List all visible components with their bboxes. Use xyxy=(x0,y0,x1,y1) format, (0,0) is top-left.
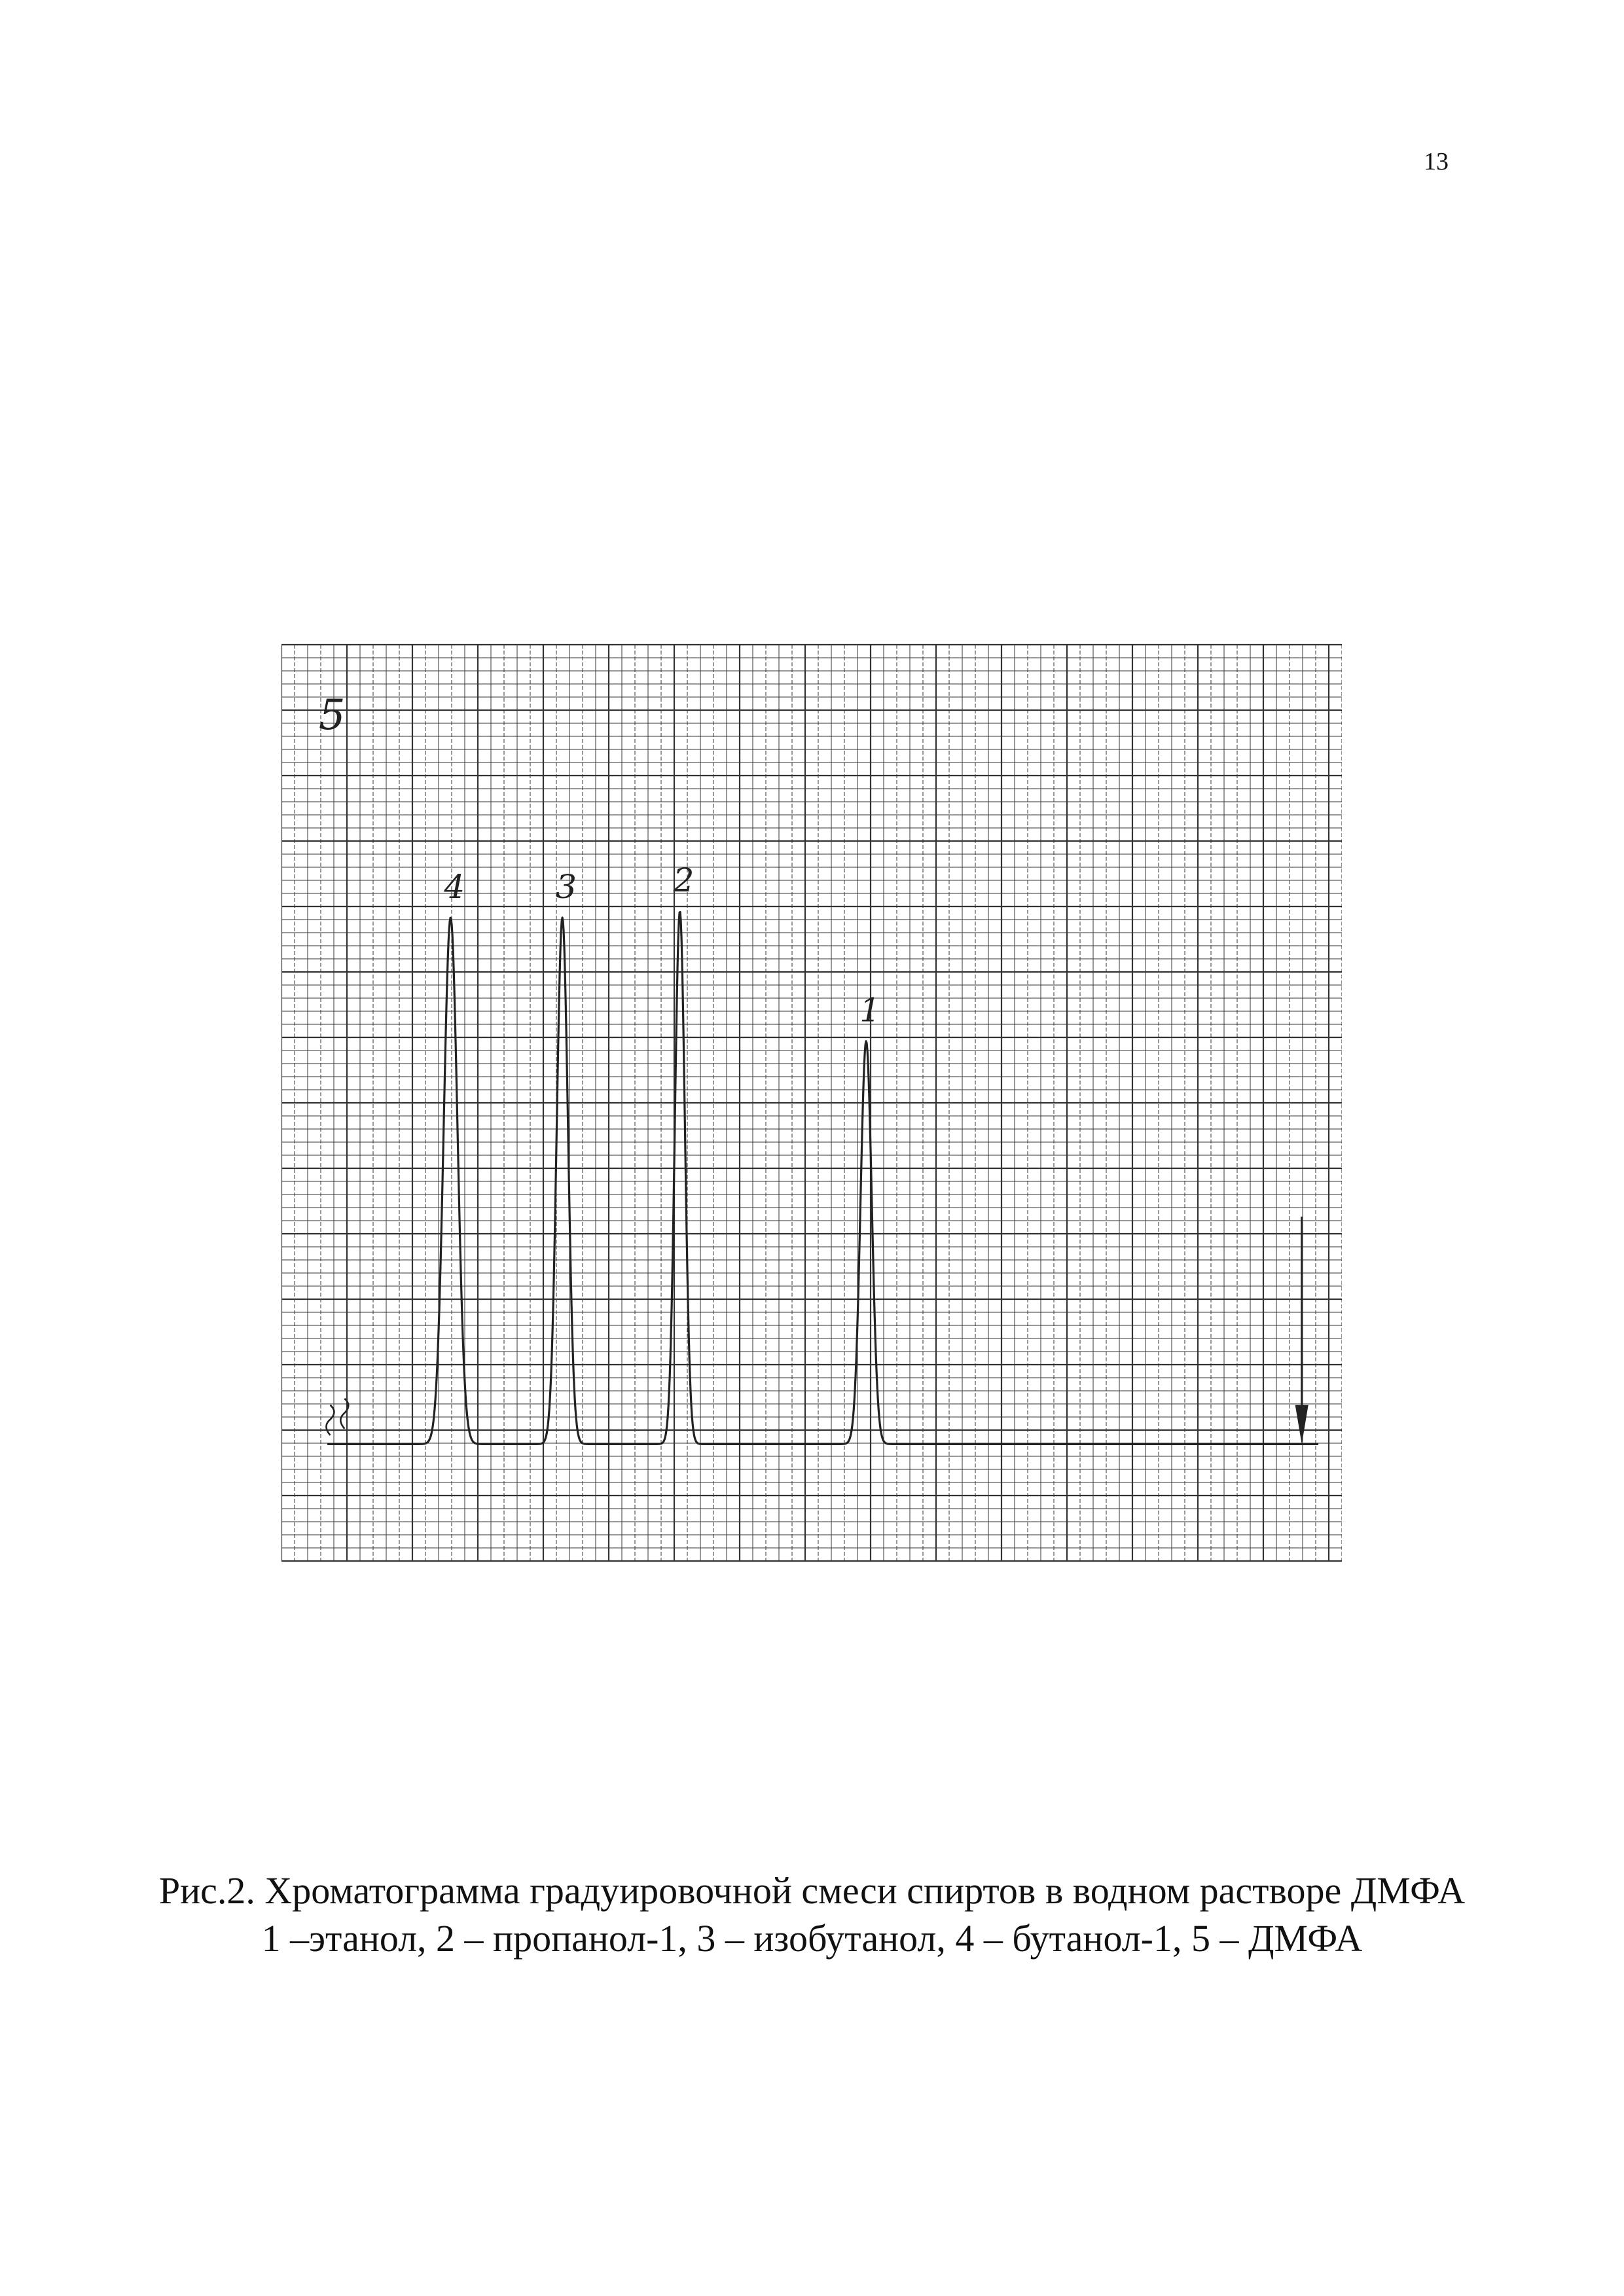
figure-caption-title: Рис.2. Хроматограмма градуировочной смеси спиртов в водном растворе ДМФА xyxy=(158,1869,1466,1912)
grid-major-lines xyxy=(281,645,1342,1561)
label-layer xyxy=(319,691,1308,1444)
peak-label-1: 1 xyxy=(859,991,881,1030)
figure-caption-legend: 1 –этанол, 2 – пропанол-1, 3 – изобутанол, 4 – бутанол-1, 5 – ДМФА xyxy=(261,1917,1363,1960)
solvent-peak-label: 5 xyxy=(318,691,346,740)
peak-label-4: 4 xyxy=(444,867,465,906)
peak-label-3: 3 xyxy=(556,867,577,906)
chromatogram-svg xyxy=(281,632,1342,1574)
chromatogram-chart xyxy=(281,632,1342,1574)
page-number: 13 xyxy=(1424,148,1449,175)
end-arrow-icon xyxy=(1295,1405,1308,1444)
peak-label-2: 2 xyxy=(673,861,695,900)
